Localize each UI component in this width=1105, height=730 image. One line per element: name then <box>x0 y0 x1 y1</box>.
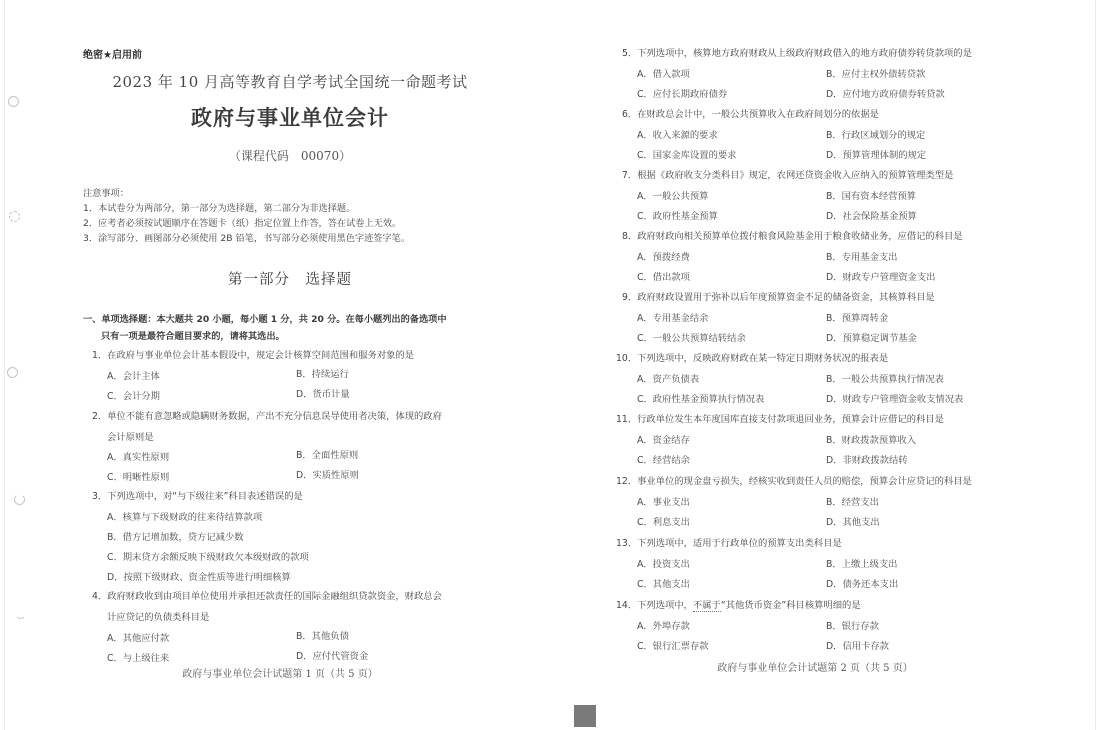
question-option: D．按照下级财政、资金性质等进行明细核算 <box>107 572 291 583</box>
question-stem: 6．在财政总会计中，一般公共预算收入在政府间划分的依据是 <box>622 109 879 120</box>
question-option: C．银行汇票存款 <box>637 641 709 652</box>
binding-hole-icon <box>14 494 25 505</box>
question-option: D．预算稳定调节基金 <box>826 333 917 344</box>
question-stem: 3．下列选项中，对“与下级往来”科目表述错误的是 <box>92 491 303 502</box>
binding-hole-icon <box>9 211 20 222</box>
question-option: A．会计主体 <box>107 371 160 382</box>
question-stem-continued: 会计原则是 <box>107 432 154 443</box>
question-option: A．外埠存款 <box>637 621 690 632</box>
question-option: D．信用卡存款 <box>826 641 889 652</box>
question-option: C．借出款项 <box>637 272 690 283</box>
course-code: （课程代码 00070） <box>228 149 352 163</box>
question-stem: 12．事业单位的现金盘亏损失，经核实收到责任人员的赔偿，预算会计应贷记的科目是 <box>616 476 972 487</box>
question-option: A．资金结存 <box>637 435 690 446</box>
question-option: D．货币计量 <box>296 389 350 400</box>
question-option: D．应付地方政府债券转贷款 <box>826 89 945 100</box>
question-option: A．投资支出 <box>637 559 690 570</box>
notes-item: 1．本试卷分为两部分，第一部分为选择题，第二部分为非选择题。 <box>83 203 356 214</box>
question-option: B．其他负债 <box>296 631 349 642</box>
question-option: C．政府性基金预算执行情况表 <box>637 394 765 405</box>
page-footer: 政府与事业单位会计试题第 2 页（共 5 页） <box>717 663 913 674</box>
question-option: A．收入来源的要求 <box>637 130 718 141</box>
question-option: D．其他支出 <box>826 517 880 528</box>
question-option: B．一般公共预算执行情况表 <box>826 374 944 385</box>
question-option: B．全面性原则 <box>296 450 359 461</box>
question-option: D．债务还本支出 <box>826 579 899 590</box>
scan-edge-right <box>1095 0 1096 730</box>
question-option: B．持续运行 <box>296 369 349 380</box>
confidential-label: 绝密★启用前 <box>83 50 142 61</box>
question-option: D．财政专户管理资金支出 <box>826 272 936 283</box>
page-footer: 政府与事业单位会计试题第 1 页（共 5 页） <box>182 669 378 680</box>
question-option: C．政府性基金预算 <box>637 211 718 222</box>
question-option: B．上缴上级支出 <box>826 559 898 570</box>
scan-registration-mark <box>574 705 596 727</box>
question-option: A．一般公共预算 <box>637 191 709 202</box>
question-stem: 4．政府财政收到由项目单位使用并承担还款责任的国际金融组织贷款资金，财政总会 <box>92 591 442 602</box>
section-heading <box>83 311 498 345</box>
question-option: A．专用基金结余 <box>637 313 709 324</box>
question-option: B．国有资本经营预算 <box>826 191 917 202</box>
question-option: D．预算管理体制的规定 <box>826 150 927 161</box>
section-heading-line: 一、单项选择题：本大题共 20 小题，每小题 1 分，共 20 分。在每小题列出的备选项中 <box>83 314 447 325</box>
question-option: C．期末贷方余额反映下级财政欠本级财政的款项 <box>107 552 309 563</box>
question-option: C．与上级往来 <box>107 653 170 664</box>
notes-item: 2．应考者必须按试题顺序在答题卡（纸）指定位置上作答，答在试卷上无效。 <box>83 218 402 229</box>
notes-title: 注意事项： <box>83 188 129 199</box>
part-title: 第一部分 选择题 <box>228 272 352 288</box>
subject-title: 政府与事业单位会计 <box>191 106 389 130</box>
question-option: C．应付长期政府债券 <box>637 89 728 100</box>
question-option: B．借方记增加数，贷方记减少数 <box>107 532 244 543</box>
binding-hole-icon <box>15 608 26 619</box>
question-stem: 9．政府财政设置用于弥补以后年度预算资金不足的储备资金，其核算科目是 <box>622 292 935 303</box>
question-option: A．核算与下级财政的往来待结算款项 <box>107 512 263 523</box>
question-stem: 11．行政单位发生本年度国库直接支付款项退回业务，预算会计应借记的科目是 <box>616 414 944 425</box>
question-stem-suffix: “其他货币资金”科目核算明细的是 <box>720 600 861 611</box>
question-stem: 8．政府财政向相关预算单位拨付粮食风险基金用于粮食收储业务，应借记的科目是 <box>622 231 963 242</box>
question-option: A．事业支出 <box>637 497 690 508</box>
question-option: B．行政区域划分的规定 <box>826 130 926 141</box>
question-option: C．明晰性原则 <box>107 472 170 483</box>
exam-notes <box>83 186 410 246</box>
question-option: C．一般公共预算结转结余 <box>637 333 746 344</box>
question-option: C．国家金库设置的要求 <box>637 150 737 161</box>
question-stem: 1．在政府与事业单位会计基本假设中，规定会计核算空间范围和服务对象的是 <box>92 350 415 361</box>
binding-hole-icon <box>7 367 18 378</box>
question-option: B．经营支出 <box>826 497 879 508</box>
question-option: C．经营结余 <box>637 455 690 466</box>
question-option: C．会计分期 <box>107 391 160 402</box>
question-option: D．财政专户管理资金收支情况表 <box>826 394 964 405</box>
question-stem <box>616 597 861 611</box>
question-option: A．预拨经费 <box>637 252 690 263</box>
exam-title: 2023 年 10 月高等教育自学考试全国统一命题考试 <box>112 73 468 91</box>
question-option: C．其他支出 <box>637 579 690 590</box>
question-stem: 7．根据《政府收支分类科目》规定，农网还贷资金收入应纳入的预算管理类型是 <box>622 170 954 181</box>
question-option: D．应付代管资金 <box>296 651 369 662</box>
question-option: B．预算周转金 <box>826 313 889 324</box>
binding-hole-icon <box>8 96 19 107</box>
question-stem: 5．下列选项中，核算地方政府财政从上级政府财政借入的地方政府债券转贷款项的是 <box>622 48 972 59</box>
question-stem: 13．下列选项中，适用于行政单位的预算支出类科目是 <box>616 538 842 549</box>
question-stem: 2．单位不能有意忽略或隐瞒财务数据，产出不充分信息误导使用者决策，体现的政府 <box>92 411 442 422</box>
question-option: B．财政拨款预算收入 <box>826 435 917 446</box>
question-stem: 10．下列选项中，反映政府财政在某一特定日期财务状况的报表是 <box>616 353 889 364</box>
question-option: B．应付主权外债转贷款 <box>826 69 926 80</box>
question-stem-prefix: 14．下列选项中， <box>616 600 693 611</box>
question-stem-emphasis: 不属于 <box>692 600 721 611</box>
question-option: C．利息支出 <box>637 517 690 528</box>
question-option: D．社会保险基金预算 <box>826 211 917 222</box>
question-option: A．资产负债表 <box>637 374 700 385</box>
question-stem-continued: 计应贷记的负债类科目是 <box>107 612 210 623</box>
question-option: D．非财政拨款结转 <box>826 455 908 466</box>
scan-edge-left <box>4 0 5 730</box>
question-option: D．实质性原则 <box>296 470 359 481</box>
question-option: B．银行存款 <box>826 621 879 632</box>
question-option: A．其他应付款 <box>107 633 170 644</box>
question-option: A．真实性原则 <box>107 452 170 463</box>
question-option: B．专用基金支出 <box>826 252 898 263</box>
notes-item: 3．涂写部分、画图部分必须使用 2B 铅笔，书写部分必须使用黑色字迹签字笔。 <box>83 233 411 244</box>
question-option: A．借入款项 <box>637 69 690 80</box>
section-heading-line: 只有一项是最符合题目要求的，请将其选出。 <box>101 331 285 342</box>
